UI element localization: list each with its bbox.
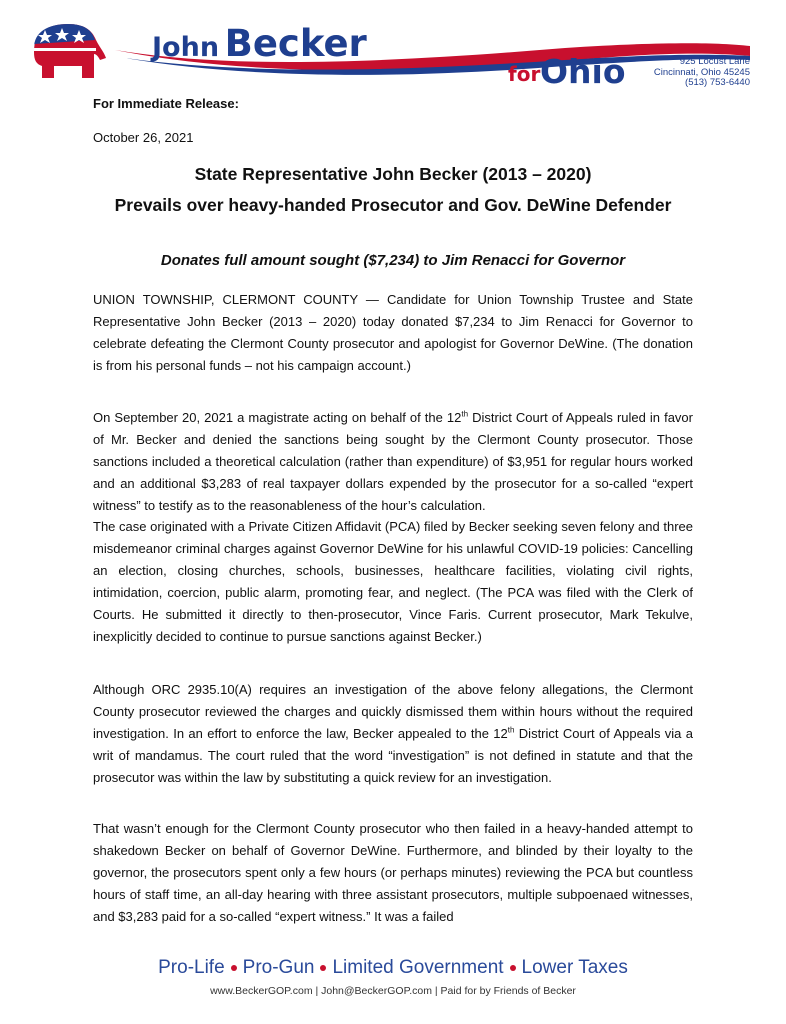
candidate-last-name: Becker bbox=[224, 22, 367, 65]
letterhead-address bbox=[654, 57, 750, 89]
footer-slogans bbox=[0, 957, 786, 979]
paragraph-4 bbox=[93, 679, 693, 789]
bullet-dot-icon bbox=[320, 965, 326, 971]
address-city: Cincinnati, Ohio 45245 bbox=[653, 66, 750, 78]
paragraph-3: The case originated with a Private Citizen Affidavit (PCA) filed by Becker seeking seven felony and three misdemeanor criminal charges against Governor DeWine for his unlawful COVID-19 policies: Cancelling an election, closing churches, schools, businesses, healthcare facilities, violating civil rights, intimidation, coercion, public alarm, promoting fear, and neglect. (The PCA was filed with the Clerk of Courts. He submitted it directly to then-prosecutor, Vince Faris. Current prosecutor, Mark Tekulve, inexplicitly decided to continue to pursue sanctions against Becker.) bbox=[93, 519, 693, 644]
letterhead bbox=[0, 0, 786, 95]
paragraph-2-part-a: On September 20, 2021 a magistrate acting on behalf of the 12 bbox=[93, 410, 462, 425]
subheadline: Donates full amount sought ($7,234) to Jim Renacci for Governor bbox=[160, 252, 626, 269]
address-phone: (513) 753-6440 bbox=[685, 77, 750, 88]
paragraph-2 bbox=[93, 407, 693, 517]
headline-line-1: State Representative John Becker (2013 – 2020) bbox=[194, 164, 592, 184]
letterhead-state: Ohio bbox=[540, 52, 626, 91]
slogan-lower-taxes: Lower Taxes bbox=[521, 957, 628, 978]
paragraph-2-part-b: District Court of Appeals ruled in favor of Mr. Becker and denied the sanctions being sought by the Clermont County prosecutor. Those sanctions included a theoretical calculation (rather than expenditure) of $3,951 for regular hours worked and an additional $3,283 of real taxpayer dollars expended by the prosecutor for a so-called “expert witness” to testify as to the reasonableness of the hour’s calculation. bbox=[93, 410, 693, 513]
slogan-pro-gun: Pro-Gun bbox=[242, 957, 315, 978]
address-street: 925 Locust Lane bbox=[679, 56, 750, 67]
paragraph-2-ordinal: th bbox=[461, 409, 469, 419]
footer-contact: www.BeckerGOP.com | John@BeckerGOP.com | Paid for by Friends of Becker bbox=[210, 985, 576, 997]
paragraph-1: UNION TOWNSHIP, CLERMONT COUNTY — Candidate for Union Township Trustee and State Representative John Becker (2013 – 2020) today donated $7,234 to Jim Renacci for Governor to celebrate defeating the Clermont County prosecutor and apologist for Governor DeWine. (The donation is from his personal funds – not his campaign account.) bbox=[93, 292, 693, 373]
release-date: October 26, 2021 bbox=[93, 130, 194, 145]
paragraph-4-ordinal: th bbox=[507, 725, 515, 735]
headline-line-2: Prevails over heavy-handed Prosecutor and Gov. DeWine Defender bbox=[114, 195, 672, 215]
letterhead-candidate-name bbox=[152, 22, 367, 65]
slogan-limited-government: Limited Government bbox=[332, 957, 504, 978]
bullet-dot-icon bbox=[510, 965, 516, 971]
letterhead-for: for bbox=[508, 62, 541, 86]
release-label: For Immediate Release: bbox=[93, 96, 239, 111]
slogan-pro-life: Pro-Life bbox=[158, 957, 225, 978]
bullet-dot-icon bbox=[231, 965, 237, 971]
paragraph-4-part-a: Although ORC 2935.10(A) requires an investigation of the above felony allegations, the Clermont County prosecutor reviewed the charges and quickly dismissed them within hours without the required investigation. In an effort to enforce the law, Becker appealed to the 12 bbox=[93, 682, 693, 741]
paragraph-5: That wasn’t enough for the Clermont County prosecutor who then failed in a heavy-handed attempt to shakedown Becker on behalf of Governor DeWine. Furthermore, and blinded by their loyalty to the governor, the prosecutors spent only a few hours (or perhaps minutes) reviewing the PCA but countless hours of staff time, an all-day hearing with three assistant prosecutors, multiple subpoenaed witnesses, and $3,283 paid for a so-called “expert witness.” It was a failed bbox=[93, 821, 693, 924]
candidate-first-name: John bbox=[152, 32, 220, 63]
paragraph-4-part-b: District Court of Appeals via a writ of mandamus. The court ruled that the word “investigation” is not defined in statute and that the prosecutor was within the law by substituting a quick review for an investigation. bbox=[93, 726, 693, 785]
